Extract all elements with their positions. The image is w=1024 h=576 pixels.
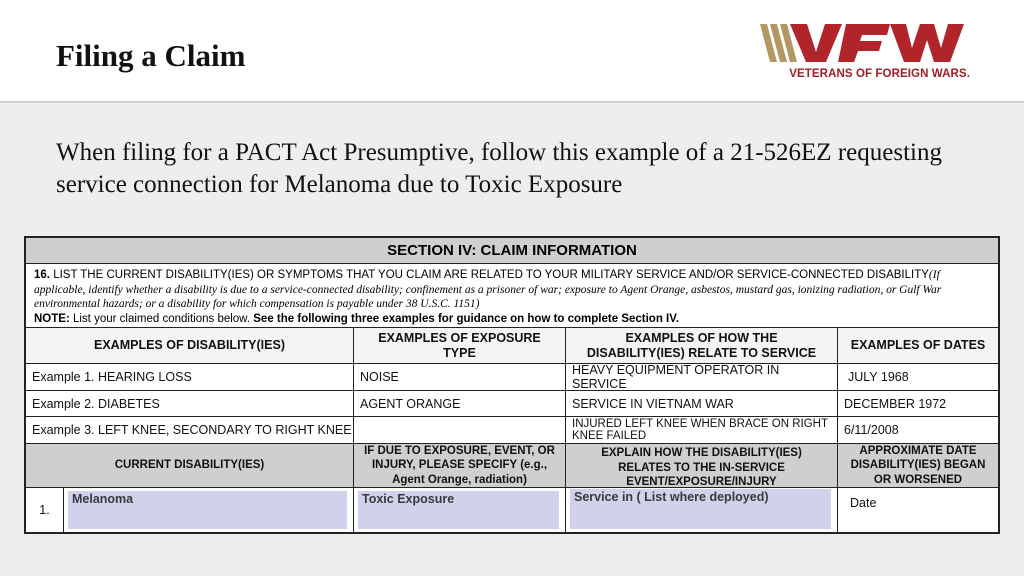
explanation-cell [566, 488, 838, 532]
exposure-cell [354, 488, 566, 532]
header-current-disability: CURRENT DISABILITY(IES) [26, 444, 354, 487]
example-row [26, 391, 998, 417]
entry-number: 1. [26, 488, 64, 532]
example-date: 6/11/2008 [844, 423, 899, 437]
example-relation: SERVICE IN VIETNAM WAR [566, 391, 838, 416]
header-approx-date: APPROXIMATE DATE DISABILITY(IES) BEGAN OR WORSENED [850, 444, 986, 486]
slide-title: Filing a Claim [56, 38, 246, 73]
example-date: JULY 1968 [848, 370, 909, 384]
example-disability: Example 3. LEFT KNEE, SECONDARY TO RIGHT KNEE [26, 417, 354, 443]
header-examples-exposure: EXAMPLES OF EXPOSURE TYPE [354, 328, 566, 363]
instruction-line1: LIST THE CURRENT DISABILITY(IES) OR SYMPTOMS THAT YOU CLAIM ARE RELATED TO YOUR MILITARY SERVICE AND/OR SERVICE-CONNECTED [53, 269, 864, 281]
example-relation: INJURED LEFT KNEE WHEN BRACE ON RIGHT KNEE FAILED [566, 417, 838, 443]
example-exposure [354, 417, 566, 443]
vfw-logo-mark [760, 22, 986, 66]
header-examples-disability: EXAMPLES OF DISABILITY(IES) [26, 328, 354, 363]
claim-entry-row [26, 488, 998, 532]
claim-form-section-iv [24, 236, 1000, 534]
example-exposure: AGENT ORANGE [354, 391, 566, 416]
item-number: 16. [34, 269, 50, 281]
example-exposure: NOISE [354, 364, 566, 390]
instructions [26, 264, 998, 328]
entry-header-row [26, 444, 998, 488]
disability-field[interactable]: Melanoma [68, 491, 347, 529]
example-row [26, 417, 998, 444]
disability-cell [64, 488, 354, 532]
explanation-field[interactable]: Service in ( List where deployed) [570, 489, 831, 529]
examples-header-row [26, 328, 998, 364]
vfw-logo [760, 22, 986, 84]
header-examples-relation: EXAMPLES OF HOW THE DISABILITY(IES) RELATE TO SERVICE [566, 328, 838, 363]
instruction-disability-label: DISABILITY [866, 269, 929, 281]
header-explain-relation: EXPLAIN HOW THE DISABILITY(IES) RELATES TO THE IN-SERVICE EVENT/EXPOSURE/INJURY [566, 444, 838, 487]
section-title: SECTION IV: CLAIM INFORMATION [26, 238, 998, 264]
slide-header [0, 0, 1024, 103]
instruction-italic-note: (If applicable, identify whether a disability is due to a service-connected disability; confinement as a prisoner of war; exposure to Agent Orange, asbestos, mustard gas, ionizing radiation, or Gulf War environmental hazards; or a disability for which compensation is payable under 38 U.S.C. 1151) [34, 269, 942, 310]
note-label: NOTE: [34, 312, 70, 325]
header-examples-dates: EXAMPLES OF DATES [838, 328, 998, 363]
note-bold: See the following three examples for guidance on how to complete Section IV. [253, 312, 680, 325]
intro-text: When filing for a PACT Act Presumptive, follow this example of a 21-526EZ requesting service connection for Melanoma due to Toxic Exposure [56, 139, 942, 198]
exposure-field[interactable]: Toxic Exposure [358, 491, 559, 529]
example-disability: Example 2. DIABETES [26, 391, 354, 416]
example-date: DECEMBER 1972 [844, 396, 947, 411]
date-field[interactable]: Date [850, 496, 877, 510]
vfw-tagline: VETERANS OF FOREIGN WARS. [789, 68, 970, 80]
example-relation: HEAVY EQUIPMENT OPERATOR IN SERVICE [566, 364, 838, 390]
example-row [26, 364, 998, 391]
header-exposure-specify: IF DUE TO EXPOSURE, EVENT, OR INJURY, PLEASE SPECIFY (e.g., Agent Orange, radiation) [354, 444, 566, 487]
note-text: List your claimed conditions below. [72, 312, 251, 325]
example-disability: Example 1. HEARING LOSS [26, 364, 354, 390]
